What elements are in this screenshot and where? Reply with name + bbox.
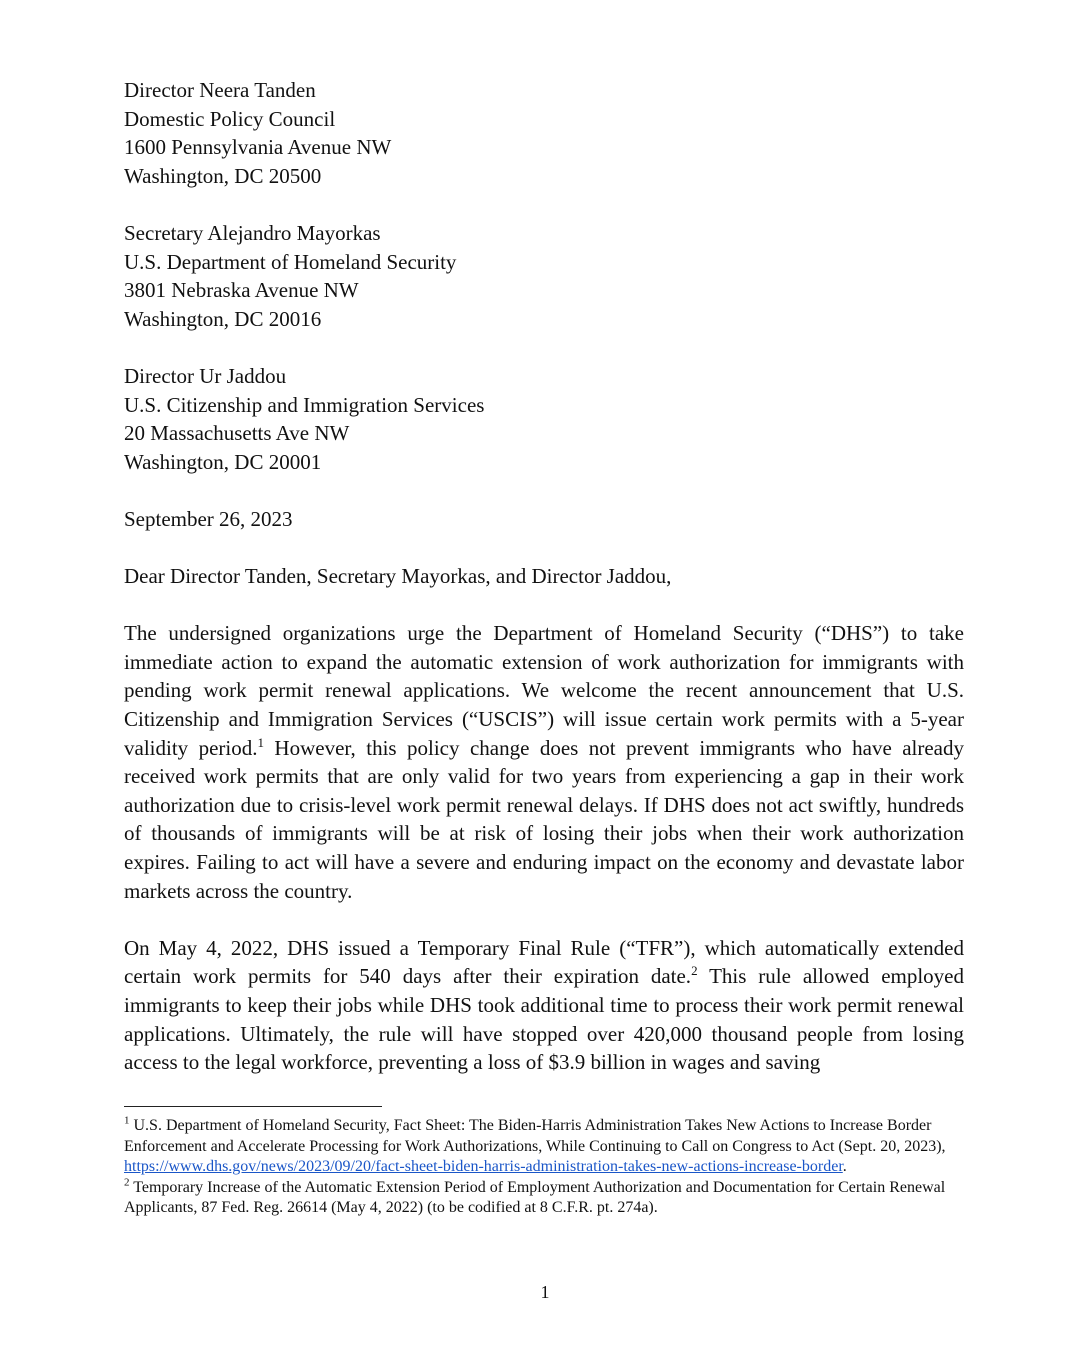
paragraph-2 [124,934,964,1077]
address-line: 20 Massachusetts Ave NW [124,421,350,446]
address-line: Washington, DC 20001 [124,449,322,474]
footnote-2 [124,1178,964,1219]
footnote-1-text: U.S. Department of Homeland Security, Fact Sheet: The Biden-Harris Administration Takes New Actions to Increase Border Enforcement and Accelerate Processing for Work Authorizations, While Continuing to Call on Congress to Act (Sept. 20, 2023), [124,1117,946,1155]
address-line: Director Neera Tanden [124,78,316,102]
address-line: Washington, DC 20016 [124,306,322,331]
footnote-1 [124,1116,964,1178]
paragraph-1 [124,619,964,905]
paragraph-1-text-b: However, this policy change does not prevent immigrants who have already received work permits that are only valid for two years from experiencing a gap in their work authorization due to crisis-level work permit renewal delays. If DHS does not act swiftly, hundreds of thousands of immigrants will be at risk of losing their jobs when their work authorization expires. Failing to act will have a severe and enduring impact on the economy and devastate labor markets across the country. [124,735,964,903]
recipient-address-mayorkas [124,219,964,333]
footnote-ref-2[interactable]: 2 [691,963,698,979]
address-line: Domestic Policy Council [124,106,336,131]
footnotes [124,1116,964,1219]
address-line: Secretary Alejandro Mayorkas [124,220,381,245]
footnote-mark-2: 2 [124,1176,130,1189]
recipient-address-tanden [124,76,964,190]
footnote-ref-1[interactable]: 1 [257,734,264,750]
footnote-2-text: Temporary Increase of the Automatic Extension Period of Employment Authorization and Documentation for Certain Renewal Applicants, 87 Fed. Reg. 26614 (May 4, 2022) (to be codified at 8 C.F.R. pt. 274a). [124,1178,946,1217]
address-line: 1600 Pennsylvania Avenue NW [124,135,392,160]
footnote-mark-1: 1 [124,1114,130,1127]
address-line: U.S. Citizenship and Immigration Services [124,392,485,417]
address-line: 3801 Nebraska Avenue NW [124,278,359,303]
address-line: U.S. Department of Homeland Security [124,249,457,274]
address-line: Washington, DC 20500 [124,163,322,188]
footnote-1-link-suffix: . [842,1158,847,1176]
footnote-1-link[interactable]: https://www.dhs.gov/news/2023/09/20/fact-sheet-biden-harris-administration-takes-new-actions-increase-border [124,1158,843,1176]
salutation: Dear Director Tanden, Secretary Mayorkas, and Director Jaddou, [124,564,672,589]
page-number: 1 [540,1282,550,1302]
recipient-address-jaddou [124,362,964,476]
letter-date: September 26, 2023 [124,506,293,531]
letter-body [124,76,964,1077]
paragraph-2-text-a: On May 4, 2022, DHS issued a Temporary Final Rule (“TFR”), which automatically extended certain work permits for 540 days after their expiration date. [124,935,964,989]
footnote-separator [124,1106,382,1107]
address-line: Director Ur Jaddou [124,363,287,388]
paragraph-2-text-b: This rule allowed employed immigrants to keep their jobs while DHS took additional time to process their work permit renewal applications. Ultimately, the rule will have stopped over 420,000 thousand people from losing access to the legal workforce, preventing a loss of $3.9 billion in wages and saving [124,964,965,1075]
paragraph-1-text-a: The undersigned organizations urge the Department of Homeland Security (“DHS”) to take immediate action to expand the automatic extension of work authorization for immigrants with pending work permit renewal applications. We welcome the recent announcement that U.S. Citizenship and Immigration Services (“USCIS”) will issue certain work permits with a 5-year validity period. [124,621,964,760]
